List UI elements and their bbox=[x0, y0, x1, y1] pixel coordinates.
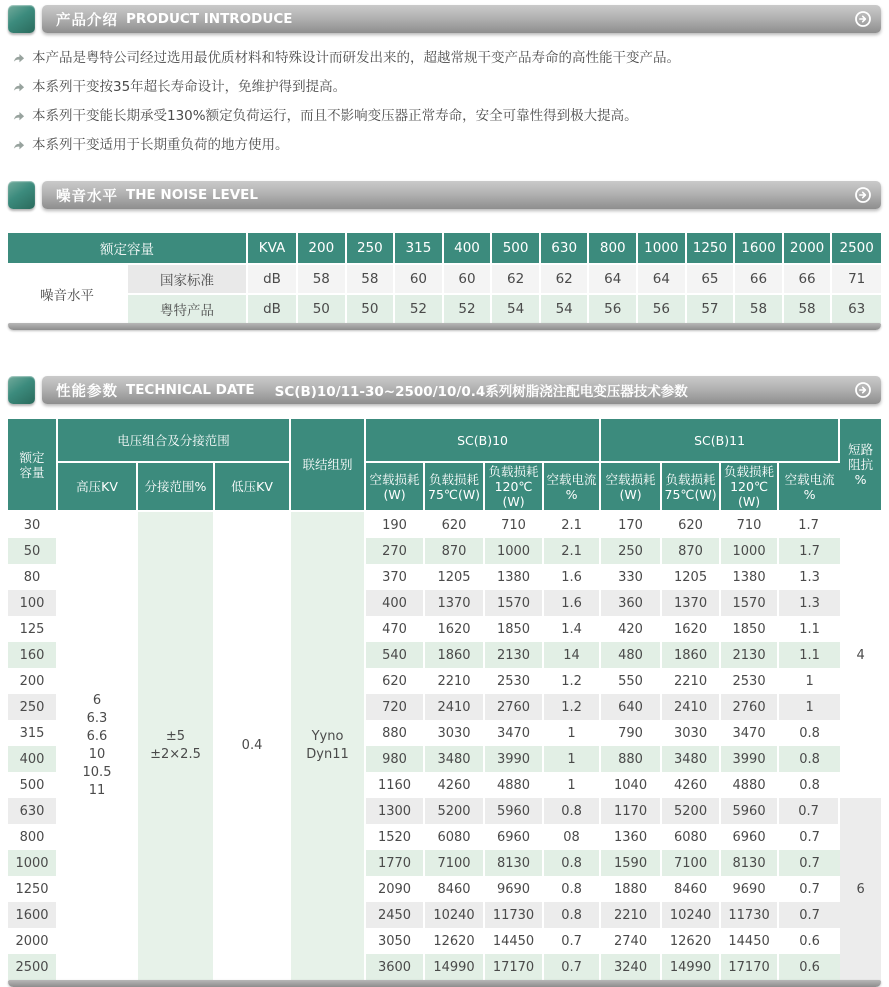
noise-value-cell: 65 bbox=[687, 263, 736, 293]
tap-range-header: 分接范围% bbox=[138, 463, 215, 512]
capacity-header: 额定 容量 bbox=[8, 419, 58, 512]
sc11-value-cell: 1 bbox=[779, 668, 840, 694]
capacity-cell: 125 bbox=[8, 616, 58, 642]
noise-value-cell: 54 bbox=[541, 293, 590, 323]
sc10-value-cell: 1.4 bbox=[544, 616, 601, 642]
sc10-value-cell: 1.6 bbox=[544, 564, 601, 590]
sc10-value-cell: 2.1 bbox=[544, 512, 601, 538]
sc10-value-cell: 4260 bbox=[425, 772, 485, 798]
sc10-value-cell: 14990 bbox=[425, 954, 485, 980]
circle-arrow-icon[interactable] bbox=[854, 186, 872, 204]
capacity-cell: 50 bbox=[8, 538, 58, 564]
sc10-value-cell: 8460 bbox=[425, 876, 485, 902]
sc11-value-cell: 1 bbox=[779, 694, 840, 720]
sc10-value-cell: 2530 bbox=[485, 668, 544, 694]
section-title-zh: 噪音水平 bbox=[56, 188, 118, 205]
sc10-value-cell: 1160 bbox=[366, 772, 425, 798]
capacity-cell: 2000 bbox=[8, 928, 58, 954]
sc10-value-cell: 1.6 bbox=[544, 590, 601, 616]
sc10-value-cell: 14 bbox=[544, 642, 601, 668]
noise-value-cell: 64 bbox=[638, 263, 687, 293]
circle-arrow-icon[interactable] bbox=[854, 10, 872, 28]
sc10-value-cell: 870 bbox=[425, 538, 485, 564]
technical-header-row-1 bbox=[8, 419, 881, 463]
sc10-value-cell: 4880 bbox=[485, 772, 544, 798]
noise-value-cell: 71 bbox=[832, 263, 881, 293]
sc11-value-cell: 1.3 bbox=[779, 590, 840, 616]
sc10-no-load-current-header: 空载电流 % bbox=[544, 463, 601, 512]
sc10-value-cell: 710 bbox=[485, 512, 544, 538]
sc10-value-cell: 880 bbox=[366, 720, 425, 746]
sc11-value-cell: 1.1 bbox=[779, 642, 840, 668]
sc11-value-cell: 9690 bbox=[721, 876, 779, 902]
noise-row-label: 国家标准 bbox=[128, 263, 248, 293]
sc10-value-cell: 1380 bbox=[485, 564, 544, 590]
sc11-value-cell: 3240 bbox=[601, 954, 662, 980]
sc10-value-cell: 2760 bbox=[485, 694, 544, 720]
sc11-value-cell: 330 bbox=[601, 564, 662, 590]
sc11-value-cell: 250 bbox=[601, 538, 662, 564]
sc11-value-cell: 1360 bbox=[601, 824, 662, 850]
sc10-value-cell: 10240 bbox=[425, 902, 485, 928]
sc11-value-cell: 2740 bbox=[601, 928, 662, 954]
noise-level-table bbox=[8, 233, 881, 323]
capacity-cell: 1000 bbox=[8, 850, 58, 876]
sc11-value-cell: 870 bbox=[662, 538, 721, 564]
section-bar bbox=[42, 5, 881, 33]
list-item bbox=[10, 108, 879, 127]
noise-value-cell: 57 bbox=[687, 293, 736, 323]
noise-value-cell: 66 bbox=[735, 263, 784, 293]
bullet-text: 本产品是粤特公司经过选用最优质材料和特殊设计而研发出来的，超越常规干变产品寿命的高性能干变产品。 bbox=[32, 50, 680, 66]
sc10-value-cell: 1620 bbox=[425, 616, 485, 642]
sc11-value-cell: 0.7 bbox=[779, 902, 840, 928]
sc10-value-cell: 0.8 bbox=[544, 798, 601, 824]
sc11-value-cell: 4260 bbox=[662, 772, 721, 798]
sc10-value-cell: 1770 bbox=[366, 850, 425, 876]
sc10-value-cell: 3030 bbox=[425, 720, 485, 746]
sc10-value-cell: 5960 bbox=[485, 798, 544, 824]
capacity-cell: 1250 bbox=[8, 876, 58, 902]
noise-capacity-header: 1250 bbox=[687, 233, 736, 263]
sc10-value-cell: 3990 bbox=[485, 746, 544, 772]
section-title-en: PRODUCT INTRODUCE bbox=[126, 11, 293, 27]
section-accent-square bbox=[8, 181, 35, 209]
sc10-value-cell: 0.7 bbox=[544, 954, 601, 980]
sc10-value-cell: 1570 bbox=[485, 590, 544, 616]
sc11-value-cell: 0.7 bbox=[779, 798, 840, 824]
sc11-value-cell: 0.8 bbox=[779, 746, 840, 772]
noise-value-cell: 50 bbox=[298, 293, 347, 323]
sc10-value-cell: 1520 bbox=[366, 824, 425, 850]
bullet-text: 本系列干变能长期承受130%额定负荷运行，而且不影响变压器正常寿命，安全可靠性得到极大提高。 bbox=[32, 108, 638, 124]
sc11-value-cell: 0.6 bbox=[779, 928, 840, 954]
sc10-value-cell: 3470 bbox=[485, 720, 544, 746]
capacity-cell: 500 bbox=[8, 772, 58, 798]
capacity-cell: 250 bbox=[8, 694, 58, 720]
intro-bullet-list bbox=[10, 50, 879, 156]
bullet-text: 本系列干变按35年超长寿命设计，免维护得到提高。 bbox=[32, 79, 347, 95]
sc11-value-cell: 360 bbox=[601, 590, 662, 616]
noise-value-cell: 66 bbox=[784, 263, 833, 293]
sc10-value-cell: 3600 bbox=[366, 954, 425, 980]
sc10-value-cell: 620 bbox=[425, 512, 485, 538]
section-accent-square bbox=[8, 5, 35, 33]
sc10-no-load-loss-header: 空载损耗 (W) bbox=[366, 463, 425, 512]
noise-capacity-header: 200 bbox=[298, 233, 347, 263]
list-item bbox=[10, 50, 879, 69]
sc11-value-cell: 0.7 bbox=[779, 876, 840, 902]
sc10-value-cell: 1300 bbox=[366, 798, 425, 824]
noise-unit-cell: dB bbox=[248, 263, 298, 293]
sc10-value-cell: 1 bbox=[544, 720, 601, 746]
noise-row-1 bbox=[8, 293, 881, 323]
sc11-value-cell: 0.7 bbox=[779, 850, 840, 876]
arrow-bullet-icon bbox=[12, 51, 25, 69]
sc10-value-cell: 2130 bbox=[485, 642, 544, 668]
sc11-value-cell: 6960 bbox=[721, 824, 779, 850]
section-header-technical bbox=[8, 376, 881, 404]
hv-values-cell: 6 6.3 6.6 10 10.5 11 bbox=[58, 512, 138, 980]
section-accent-square bbox=[8, 376, 35, 404]
noise-capacity-header: 250 bbox=[347, 233, 396, 263]
sc11-value-cell: 11730 bbox=[721, 902, 779, 928]
arrow-bullet-icon bbox=[12, 80, 25, 98]
sc11-value-cell: 640 bbox=[601, 694, 662, 720]
noise-value-cell: 62 bbox=[492, 263, 541, 293]
lv-value-cell: 0.4 bbox=[215, 512, 291, 980]
lv-header: 低压KV bbox=[215, 463, 291, 512]
sc11-value-cell: 0.7 bbox=[779, 824, 840, 850]
sc11-value-cell: 1380 bbox=[721, 564, 779, 590]
sc10-value-cell: 7100 bbox=[425, 850, 485, 876]
sc11-load-loss-75-header: 负载损耗 75℃(W) bbox=[662, 463, 721, 512]
sc10-value-cell: 1 bbox=[544, 772, 601, 798]
sc10-value-cell: 0.8 bbox=[544, 876, 601, 902]
sc10-value-cell: 5200 bbox=[425, 798, 485, 824]
sc11-value-cell: 790 bbox=[601, 720, 662, 746]
list-item bbox=[10, 79, 879, 98]
sc10-value-cell: 08 bbox=[544, 824, 601, 850]
sc10-value-cell: 400 bbox=[366, 590, 425, 616]
sc11-value-cell: 0.6 bbox=[779, 954, 840, 980]
bullet-text: 本系列干变适用于长期重负荷的地方使用。 bbox=[32, 137, 289, 153]
sc11-no-load-loss-header: 空载损耗 (W) bbox=[601, 463, 662, 512]
noise-unit-header: KVA bbox=[248, 233, 298, 263]
sc10-value-cell: 1850 bbox=[485, 616, 544, 642]
noise-group-cell: 噪音水平 bbox=[8, 263, 128, 323]
capacity-cell: 100 bbox=[8, 590, 58, 616]
sc10-value-cell: 0.7 bbox=[544, 928, 601, 954]
noise-capacity-header: 2500 bbox=[832, 233, 881, 263]
sc10-value-cell: 0.8 bbox=[544, 850, 601, 876]
sc11-value-cell: 2410 bbox=[662, 694, 721, 720]
section-bar bbox=[42, 376, 881, 404]
sc11-value-cell: 0.8 bbox=[779, 772, 840, 798]
section-title-en: TECHNICAL DATE bbox=[126, 382, 255, 398]
sc11-value-cell: 710 bbox=[721, 512, 779, 538]
sc11-no-load-current-header: 空载电流 % bbox=[779, 463, 840, 512]
sc11-value-cell: 3480 bbox=[662, 746, 721, 772]
sc11-value-cell: 2210 bbox=[601, 902, 662, 928]
sc10-value-cell: 270 bbox=[366, 538, 425, 564]
sc11-value-cell: 8130 bbox=[721, 850, 779, 876]
sc11-value-cell: 1.7 bbox=[779, 538, 840, 564]
noise-corner-header: 额定容量 bbox=[8, 233, 248, 263]
sc11-value-cell: 1.7 bbox=[779, 512, 840, 538]
section-title-en: THE NOISE LEVEL bbox=[126, 187, 258, 203]
sc10-value-cell: 370 bbox=[366, 564, 425, 590]
noise-value-cell: 60 bbox=[444, 263, 493, 293]
noise-capacity-header: 400 bbox=[444, 233, 493, 263]
impedance-cell: 4 bbox=[840, 512, 881, 798]
sc11-value-cell: 880 bbox=[601, 746, 662, 772]
noise-value-cell: 56 bbox=[589, 293, 638, 323]
arrow-bullet-icon bbox=[12, 138, 25, 156]
tap-range-values-cell: ±5 ±2×2.5 bbox=[138, 512, 215, 980]
sc11-value-cell: 170 bbox=[601, 512, 662, 538]
sc11-value-cell: 1590 bbox=[601, 850, 662, 876]
capacity-cell: 200 bbox=[8, 668, 58, 694]
sc11-value-cell: 1205 bbox=[662, 564, 721, 590]
sc10-value-cell: 2.1 bbox=[544, 538, 601, 564]
sc10-value-cell: 980 bbox=[366, 746, 425, 772]
section-bar bbox=[42, 181, 881, 209]
noise-value-cell: 60 bbox=[395, 263, 444, 293]
sc11-value-cell: 2210 bbox=[662, 668, 721, 694]
sc10-value-cell: 720 bbox=[366, 694, 425, 720]
noise-capacity-header: 500 bbox=[492, 233, 541, 263]
sc11-value-cell: 14990 bbox=[662, 954, 721, 980]
noise-value-cell: 52 bbox=[395, 293, 444, 323]
sc11-value-cell: 2130 bbox=[721, 642, 779, 668]
capacity-cell: 2500 bbox=[8, 954, 58, 980]
hv-header: 高压KV bbox=[58, 463, 138, 512]
noise-capacity-header: 2000 bbox=[784, 233, 833, 263]
sc11-header: SC(B)11 bbox=[601, 419, 840, 463]
technical-table-row bbox=[8, 512, 881, 538]
table-shadow-bar bbox=[8, 323, 881, 330]
sc10-value-cell: 190 bbox=[366, 512, 425, 538]
capacity-cell: 80 bbox=[8, 564, 58, 590]
capacity-cell: 30 bbox=[8, 512, 58, 538]
sc10-value-cell: 3050 bbox=[366, 928, 425, 954]
sc11-value-cell: 12620 bbox=[662, 928, 721, 954]
sc10-value-cell: 8130 bbox=[485, 850, 544, 876]
sc11-value-cell: 7100 bbox=[662, 850, 721, 876]
sc10-value-cell: 12620 bbox=[425, 928, 485, 954]
noise-value-cell: 62 bbox=[541, 263, 590, 293]
sc11-load-loss-120-header: 负载损耗 120℃(W) bbox=[721, 463, 779, 512]
sc11-value-cell: 3030 bbox=[662, 720, 721, 746]
sc10-value-cell: 3480 bbox=[425, 746, 485, 772]
sc11-value-cell: 1.3 bbox=[779, 564, 840, 590]
sc11-value-cell: 420 bbox=[601, 616, 662, 642]
sc10-value-cell: 1860 bbox=[425, 642, 485, 668]
capacity-cell: 1600 bbox=[8, 902, 58, 928]
impedance-cell: 6 bbox=[840, 798, 881, 980]
noise-value-cell: 58 bbox=[784, 293, 833, 323]
sc11-value-cell: 3470 bbox=[721, 720, 779, 746]
noise-capacity-header: 1000 bbox=[638, 233, 687, 263]
noise-capacity-header: 1600 bbox=[735, 233, 784, 263]
noise-value-cell: 56 bbox=[638, 293, 687, 323]
sc11-value-cell: 1570 bbox=[721, 590, 779, 616]
section-title-zh: 性能参数 bbox=[56, 383, 118, 400]
sc10-value-cell: 1370 bbox=[425, 590, 485, 616]
voltage-group-header: 电压组合及分接范围 bbox=[58, 419, 291, 463]
capacity-cell: 160 bbox=[8, 642, 58, 668]
sc10-value-cell: 14450 bbox=[485, 928, 544, 954]
sc11-value-cell: 1880 bbox=[601, 876, 662, 902]
sc11-value-cell: 6080 bbox=[662, 824, 721, 850]
sc11-value-cell: 5200 bbox=[662, 798, 721, 824]
noise-value-cell: 50 bbox=[347, 293, 396, 323]
sc11-value-cell: 1000 bbox=[721, 538, 779, 564]
capacity-cell: 800 bbox=[8, 824, 58, 850]
sc10-load-loss-120-header: 负载损耗 120℃(W) bbox=[485, 463, 544, 512]
sc10-value-cell: 470 bbox=[366, 616, 425, 642]
sc11-value-cell: 2530 bbox=[721, 668, 779, 694]
section-header-intro bbox=[8, 5, 881, 33]
noise-value-cell: 58 bbox=[298, 263, 347, 293]
list-item bbox=[10, 137, 879, 156]
sc10-value-cell: 620 bbox=[366, 668, 425, 694]
sc11-value-cell: 8460 bbox=[662, 876, 721, 902]
sc11-value-cell: 2760 bbox=[721, 694, 779, 720]
sc11-value-cell: 1860 bbox=[662, 642, 721, 668]
sc11-value-cell: 4880 bbox=[721, 772, 779, 798]
sc10-value-cell: 0.8 bbox=[544, 902, 601, 928]
sc10-value-cell: 11730 bbox=[485, 902, 544, 928]
sc10-value-cell: 17170 bbox=[485, 954, 544, 980]
noise-capacity-header: 800 bbox=[589, 233, 638, 263]
technical-parameters-table bbox=[8, 419, 881, 980]
sc10-value-cell: 1000 bbox=[485, 538, 544, 564]
sc11-value-cell: 1850 bbox=[721, 616, 779, 642]
noise-header-row-anchor bbox=[8, 233, 881, 263]
sc11-value-cell: 480 bbox=[601, 642, 662, 668]
noise-value-cell: 52 bbox=[444, 293, 493, 323]
noise-value-cell: 58 bbox=[347, 263, 396, 293]
sc10-value-cell: 2450 bbox=[366, 902, 425, 928]
technical-table-body bbox=[8, 512, 881, 980]
noise-row-label: 粤特产品 bbox=[128, 293, 248, 323]
technical-header-row-2 bbox=[8, 463, 881, 512]
sc10-value-cell: 9690 bbox=[485, 876, 544, 902]
vector-group-cell: Yyno Dyn11 bbox=[291, 512, 366, 980]
capacity-cell: 400 bbox=[8, 746, 58, 772]
sc10-load-loss-75-header: 负载损耗 75℃(W) bbox=[425, 463, 485, 512]
capacity-cell: 630 bbox=[8, 798, 58, 824]
circle-arrow-icon[interactable] bbox=[854, 381, 872, 399]
sc10-value-cell: 2410 bbox=[425, 694, 485, 720]
sc11-value-cell: 1040 bbox=[601, 772, 662, 798]
sc11-value-cell: 620 bbox=[662, 512, 721, 538]
sc10-value-cell: 1.2 bbox=[544, 668, 601, 694]
noise-value-cell: 63 bbox=[832, 293, 881, 323]
sc10-value-cell: 6080 bbox=[425, 824, 485, 850]
sc10-header: SC(B)10 bbox=[366, 419, 601, 463]
noise-value-cell: 64 bbox=[589, 263, 638, 293]
arrow-bullet-icon bbox=[12, 109, 25, 127]
sc11-value-cell: 0.8 bbox=[779, 720, 840, 746]
sc11-value-cell: 1620 bbox=[662, 616, 721, 642]
capacity-cell: 315 bbox=[8, 720, 58, 746]
noise-row-0 bbox=[8, 263, 881, 293]
noise-value-cell: 58 bbox=[735, 293, 784, 323]
sc11-value-cell: 550 bbox=[601, 668, 662, 694]
sc11-value-cell: 1370 bbox=[662, 590, 721, 616]
sc11-value-cell: 3990 bbox=[721, 746, 779, 772]
section-title-zh: 产品介绍 bbox=[56, 12, 118, 29]
impedance-header: 短路 阻抗 % bbox=[840, 419, 881, 512]
sc11-value-cell: 10240 bbox=[662, 902, 721, 928]
noise-unit-cell: dB bbox=[248, 293, 298, 323]
vector-group-header: 联结组别 bbox=[291, 419, 366, 512]
sc10-value-cell: 6960 bbox=[485, 824, 544, 850]
noise-value-cell: 54 bbox=[492, 293, 541, 323]
noise-capacity-header: 315 bbox=[395, 233, 444, 263]
sc11-value-cell: 1.1 bbox=[779, 616, 840, 642]
sc10-value-cell: 1205 bbox=[425, 564, 485, 590]
sc11-value-cell: 1170 bbox=[601, 798, 662, 824]
noise-capacity-header: 630 bbox=[541, 233, 590, 263]
section-header-noise bbox=[8, 181, 881, 209]
sc11-value-cell: 5960 bbox=[721, 798, 779, 824]
sc10-value-cell: 1 bbox=[544, 746, 601, 772]
sc10-value-cell: 2090 bbox=[366, 876, 425, 902]
sc11-value-cell: 17170 bbox=[721, 954, 779, 980]
table-shadow-bar bbox=[8, 980, 881, 987]
sc10-value-cell: 540 bbox=[366, 642, 425, 668]
sc11-value-cell: 14450 bbox=[721, 928, 779, 954]
section-subtitle: SC(B)10/11-30~2500/10/0.4系列树脂浇注配电变压器技术参数 bbox=[274, 384, 688, 400]
sc10-value-cell: 1.2 bbox=[544, 694, 601, 720]
sc10-value-cell: 2210 bbox=[425, 668, 485, 694]
